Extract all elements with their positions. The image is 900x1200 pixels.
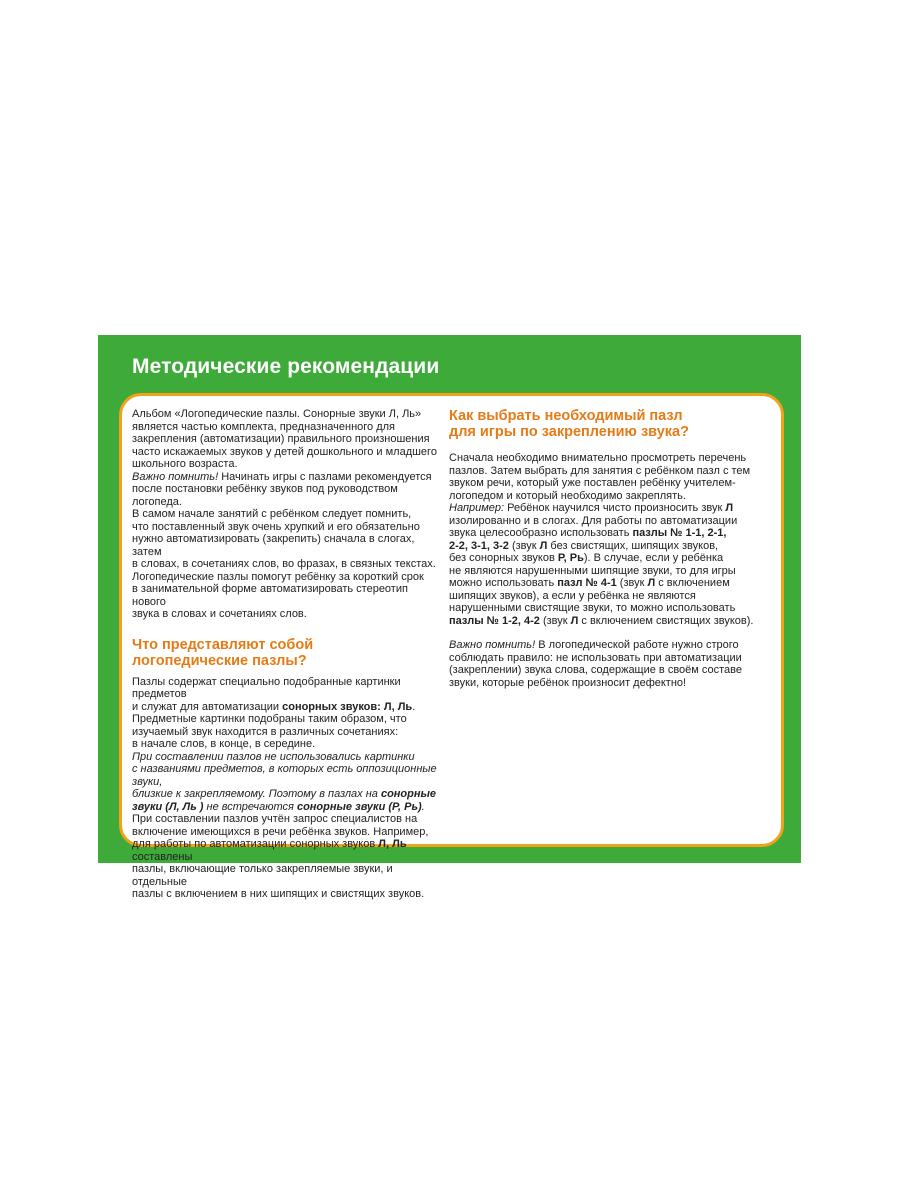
important-label: Важно помнить! [132,470,219,483]
green-panel [98,335,801,900]
example-label: Например: [449,502,505,514]
pictures-paragraph: Предметные картинки подобраны таким образом, что изучаемый звук находится в различных сочетаниях: в начале слов, в конце, в середине. [132,713,407,750]
specialists-request-paragraph: При составлении пазлов учтён запрос специалистов на включение имеющихся в речи ребёнка звуков. Например, для работы по автоматизации сонорных звуков Л, Ль составлены пазлы, включающие только закрепляемые звуки, и отдельные пазлы с включением в них шипящих и свистящих звуков. [132,813,429,900]
rule-paragraph: Важно помнить! В логопедической работе нужно строго соблюдать правило: не использовать при автоматизации (закреплении) звука слова, содержащие в своём составе звуки, которые ребёнок произносит дефектно! [449,639,743,689]
content-card [119,393,784,900]
section-heading-how-to-choose: Как выбрать необходимый пазл для игры по закреплению звука? [449,408,689,440]
right-column [449,408,774,689]
example-paragraph: Например: Ребёнок научился чисто произносить звук Л изолированно и в слогах. Для работы по автоматизации звука целесообразно использовать пазлы № 1-1, 2-1, 2-2, 3-1, 3-2 (звук Л без свистящих, шипящих звуков, без сонорных звуков Р, Рь). В случае, если у ребёнка не являются нарушенными шипящие звуки, то для игры можно использовать пазл № 4-1 (звук Л с включением шипящих звуков), а если у ребёнка не являются нарушенными свистящие звуки, то можно использовать пазлы № 1-2, 4-2 (звук Л с включением свистящих звуков). [449,502,754,627]
page-title: Методические рекомендации [132,355,440,378]
opposition-sounds-paragraph: При составлении пазлов не использовались картинки с названиями предметов, в которых есть оппозиционные звуки, близкие к закрепляемому. Поэтому в пазлах на сонорные звуки (Л, Ль ) не встречаются сонорные звуки (Р, Рь). [132,750,437,813]
intro-paragraph: Альбом «Логопедические пазлы. Сонорные звуки Л, Ль» является частью комплекта, предназначенного для закрепления (автоматизации) правильного произношения часто искажаемых звуков у детей дошкольного и младшего школьного возраста. [132,408,437,470]
important-label: Важно помнить! [449,639,536,651]
left-column [132,408,438,901]
puzzles-description-paragraph: Пазлы содержат специально подобранные картинки предметов и служат для автоматизации сонорных звуков: Л, Ль. [132,675,416,713]
section-heading-what-are-puzzles: Что представляют собой логопедические пазлы? [132,636,314,669]
choose-paragraph: Сначала необходимо внимательно просмотреть перечень пазлов. Затем выбрать для занятия с ребёнком пазл с тем звуком речи, который уже поставлен ребёнку учителем- логопедом и который необходимо закреплять. [449,452,751,502]
important-note-paragraph: Важно помнить! Начинать игры с пазлами рекомендуется после постановки ребёнку звуков под руководством логопеда. [132,470,432,508]
automation-paragraph: В самом начале занятий с ребёнком следует помнить, что поставленный звук очень хрупкий и его обязательно нужно автоматизировать (закрепить) сначала в слогах, затем в словах, в сочетаниях слов, во фразах, в связных текстах. Логопедические пазлы помогут ребёнку за короткий срок в занимательной форме автоматизировать стереотип нового звука в словах и сочетаниях слов. [132,508,436,620]
